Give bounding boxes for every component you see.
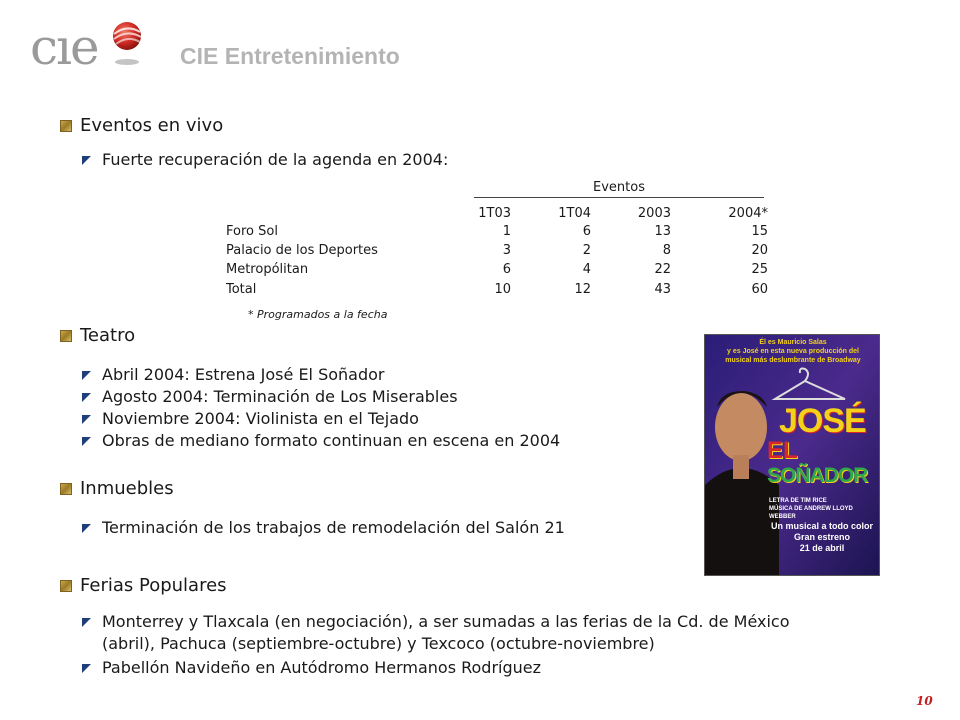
- table-cell: 43: [654, 282, 671, 297]
- poster-credit: MÚSICA DE ANDREW LLOYD WEBBER: [769, 506, 853, 520]
- column-header: 1T04: [558, 206, 591, 221]
- page-title: CIE Entretenimiento: [180, 43, 400, 69]
- table-cell: 15: [751, 224, 768, 239]
- row-label: Metropólitan: [226, 262, 309, 277]
- poster-tagline: Un musical a todo color: [770, 521, 873, 531]
- table-cell: 4: [582, 262, 591, 277]
- bullet-arrow-icon: [82, 371, 91, 380]
- column-header: 2004*: [728, 206, 768, 221]
- table-row: [226, 224, 771, 241]
- section-marker-icon: [60, 483, 72, 495]
- section-marker-icon: [60, 580, 72, 592]
- bullet-arrow-icon: [82, 393, 91, 402]
- bullet-arrow-icon: [82, 664, 91, 673]
- table-cell: 22: [654, 262, 671, 277]
- page-number: 10: [916, 694, 933, 708]
- table-cell: 3: [502, 243, 511, 258]
- bullet-arrow-icon: [82, 618, 91, 627]
- poster-title: SOÑADOR: [767, 464, 868, 487]
- column-header: 2003: [637, 206, 671, 221]
- poster-credit: LETRA DE TIM RICE: [769, 498, 827, 504]
- bullet-arrow-icon: [82, 156, 91, 165]
- table-group-header: Eventos: [474, 180, 764, 198]
- section-marker-icon: [60, 120, 72, 132]
- table-cell: 1: [502, 224, 511, 239]
- table-cell: 60: [751, 282, 768, 297]
- bullet-arrow-icon: [82, 437, 91, 446]
- table-cell: 12: [574, 282, 591, 297]
- table-row: [226, 282, 771, 299]
- table-row: [226, 243, 771, 260]
- poster-top-line: y es José en esta nueva producción del: [727, 348, 859, 355]
- table-header-row: [226, 206, 771, 223]
- section-marker-icon: [60, 330, 72, 342]
- poster-top-line: musical más deslumbrante de Broadway: [725, 357, 861, 364]
- table-cell: 20: [751, 243, 768, 258]
- cie-logo: [30, 20, 145, 75]
- logo-text: cıe: [30, 18, 98, 76]
- section-title: Ferias Populares: [80, 575, 227, 596]
- bullet-arrow-icon: [82, 524, 91, 533]
- poster-premiere: Gran estreno: [793, 532, 851, 542]
- poster-title: JOSÉ: [779, 402, 866, 440]
- table-cell: 8: [662, 243, 671, 258]
- section-title: Eventos en vivo: [80, 115, 224, 136]
- row-label: Foro Sol: [226, 224, 278, 239]
- column-header: 1T03: [478, 206, 511, 221]
- logo-sphere-icon: [110, 20, 144, 72]
- section-title: Teatro: [80, 325, 136, 346]
- row-label: Palacio de los Deportes: [226, 243, 378, 258]
- table-cell: 6: [582, 224, 591, 239]
- table-row: [226, 262, 771, 279]
- table-cell: 2: [582, 243, 591, 258]
- table-cell: 13: [654, 224, 671, 239]
- jose-el-sonador-poster: [704, 334, 880, 576]
- table-cell: 10: [494, 282, 511, 297]
- poster-top-line: Él es Mauricio Salas: [759, 339, 827, 346]
- table-footnote: * Programados a la fecha: [248, 308, 388, 321]
- row-label: Total: [226, 282, 257, 297]
- table-cell: 6: [502, 262, 511, 277]
- poster-title: EL: [767, 437, 798, 464]
- poster-premiere: 21 de abril: [799, 543, 845, 553]
- bullet-arrow-icon: [82, 415, 91, 424]
- table-cell: 25: [751, 262, 768, 277]
- section-title: Inmuebles: [80, 478, 174, 499]
